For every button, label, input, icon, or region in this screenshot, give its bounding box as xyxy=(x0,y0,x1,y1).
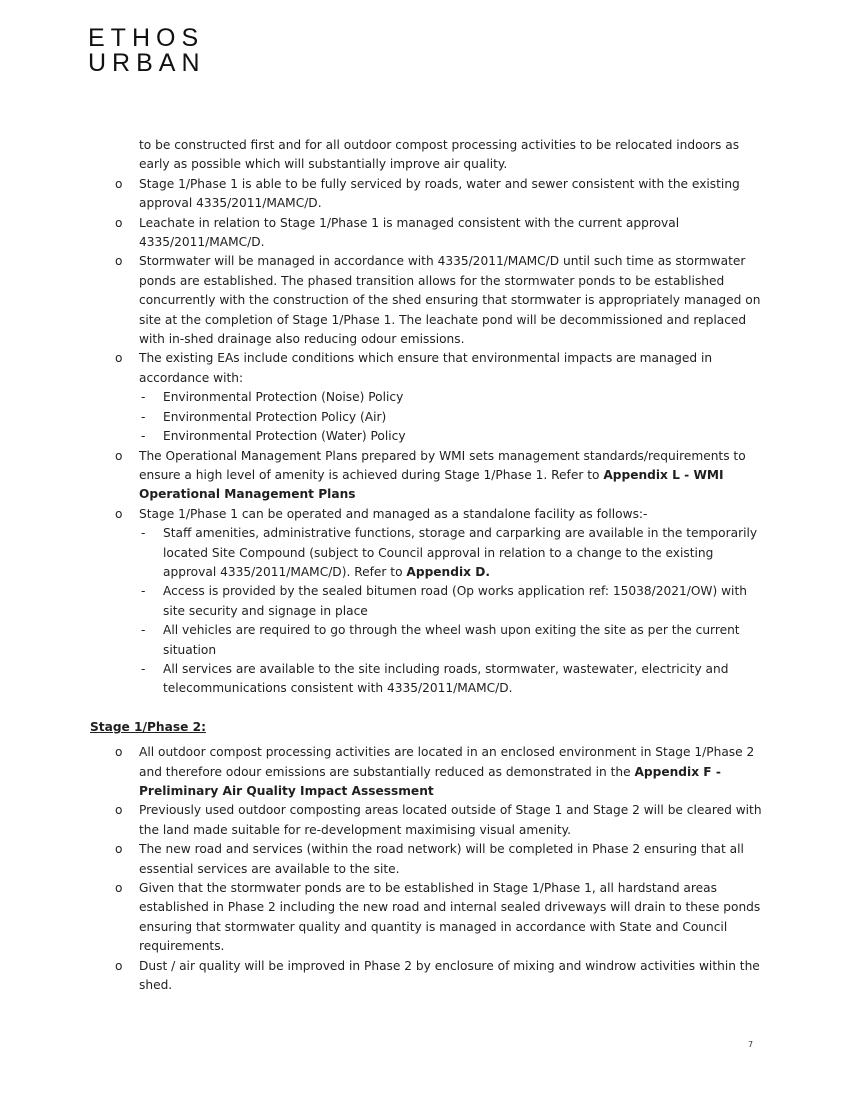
appendix-l-reference: Appendix L - WMI Operational Management Plans xyxy=(139,467,724,502)
policy-item xyxy=(90,427,770,446)
standalone-item-text: All vehicles are required to go through the wheel wash upon exiting the site as per the current situation xyxy=(163,623,740,657)
policy-item xyxy=(90,388,770,407)
bullet-item xyxy=(90,175,770,214)
bullet-text: Stage 1/Phase 1 is able to be fully serviced by roads, water and sewer consistent with the existing approval 4335/2011/MAMC/D. xyxy=(139,176,740,211)
dash-marker: - xyxy=(141,429,146,444)
appendix-f-reference: Appendix F - Preliminary Air Quality Impact Assessment xyxy=(139,764,721,798)
bullet-text: Given that the stormwater ponds are to be established in Stage 1/Phase 1, all hardstand areas established in Phase 2 including the new road and internal sealed driveways will drain to these ponds ensuring that stormwater quality and quantity is managed in accordance with State and Council requirements. xyxy=(139,881,761,954)
document-body xyxy=(90,136,770,995)
bullet-marker: o xyxy=(115,745,123,760)
bullet-item xyxy=(90,252,770,349)
policy-item xyxy=(90,408,770,427)
bullet-item xyxy=(90,957,770,996)
bullet-marker: o xyxy=(115,881,123,896)
bullet-marker: o xyxy=(115,506,123,521)
bullet-text: All outdoor compost processing activities are located in an enclosed environment in Stage 1/Phase 2 and therefore odour emissions are substantially reduced as demonstrated in the xyxy=(139,745,755,779)
continued-paragraph: to be constructed first and for all outdoor compost processing activities to be relocated indoors as early as possible which will substantially improve air quality. xyxy=(139,138,740,172)
dash-marker: - xyxy=(141,584,146,599)
logo-line-ethos: ETHOS xyxy=(88,24,205,52)
bullet-item-standalone xyxy=(90,505,770,524)
logo-line-urban: URBAN xyxy=(88,49,206,77)
bullet-marker: o xyxy=(115,842,123,857)
standalone-item xyxy=(90,524,770,582)
appendix-d-reference: Appendix D. xyxy=(406,564,490,579)
standalone-item xyxy=(90,660,770,699)
bullet-text: Dust / air quality will be improved in Phase 2 by enclosure of mixing and windrow activities within the shed. xyxy=(139,958,760,993)
bullet-item xyxy=(90,840,770,879)
standalone-item xyxy=(90,621,770,660)
bullet-marker: o xyxy=(115,803,123,818)
standalone-item xyxy=(90,582,770,621)
ethos-urban-logo xyxy=(88,26,206,76)
bullet-text: Stormwater will be managed in accordance with 4335/2011/MAMC/D until such time as stormwater ponds are established. The phased transition allows for the stormwater ponds to be established concurrently with the construction of the shed ensuring that stormwater is appropriately managed on site at the completion of Stage 1/Phase 1. The leachate pond will be decommissioned and replaced with in-shed drainage also reducing odour emissions. xyxy=(139,254,761,347)
standalone-item-text: Staff amenities, administrative functions, storage and carparking are available in the temporarily located Site Compound (subject to Council approval in relation to a change to the existing approval 4335/2011/MAMC/D). Refer to xyxy=(163,526,758,579)
dash-marker: - xyxy=(141,623,146,638)
section-heading-phase2: Stage 1/Phase 2: xyxy=(90,719,206,734)
bullet-marker: o xyxy=(115,215,123,230)
bullet-marker: o xyxy=(115,448,123,463)
dash-marker: - xyxy=(141,390,146,405)
dash-marker: - xyxy=(141,409,146,424)
bullet-text: Previously used outdoor composting areas located outside of Stage 1 and Stage 2 will be cleared with the land made suitable for re-development maximising visual amenity. xyxy=(139,803,762,837)
dash-marker: - xyxy=(141,661,146,676)
bullet-marker: o xyxy=(115,351,123,366)
bullet-item xyxy=(90,879,770,957)
standalone-item-text: All services are available to the site including roads, stormwater, wastewater, electricity and telecommunications consistent with 4335/2011/MAMC/D. xyxy=(163,661,729,696)
standalone-item-text: Access is provided by the sealed bitumen road (Op works application ref: 15038/2021/OW) with site security and signage in place xyxy=(163,584,747,618)
dash-marker: - xyxy=(141,526,146,541)
bullet-item xyxy=(90,743,770,801)
bullet-item xyxy=(90,801,770,840)
policy-text: Environmental Protection (Water) Policy xyxy=(163,429,406,444)
page-number: 7 xyxy=(748,1040,754,1049)
policy-text: Environmental Protection Policy (Air) xyxy=(163,409,387,424)
bullet-text: Leachate in relation to Stage 1/Phase 1 is managed consistent with the current approval 4335/2011/MAMC/D. xyxy=(139,215,680,250)
bullet-text: The existing EAs include conditions which ensure that environmental impacts are managed in accordance with: xyxy=(139,351,713,385)
policy-text: Environmental Protection (Noise) Policy xyxy=(163,390,404,405)
bullet-item xyxy=(90,349,770,388)
bullet-text: The new road and services (within the road network) will be completed in Phase 2 ensuring that all essential services are available to the site. xyxy=(139,842,744,876)
bullet-item xyxy=(90,214,770,253)
bullet-marker: o xyxy=(115,958,123,973)
bullet-marker: o xyxy=(115,176,123,191)
omp-text: The Operational Management Plans prepared by WMI sets management standards/requirements to ensure a high level of amenity is achieved during Stage 1/Phase 1. Refer to xyxy=(139,448,746,482)
bullet-item-omp xyxy=(90,447,770,505)
standalone-intro-text: Stage 1/Phase 1 can be operated and managed as a standalone facility as follows:- xyxy=(139,506,648,521)
bullet-marker: o xyxy=(115,254,123,269)
